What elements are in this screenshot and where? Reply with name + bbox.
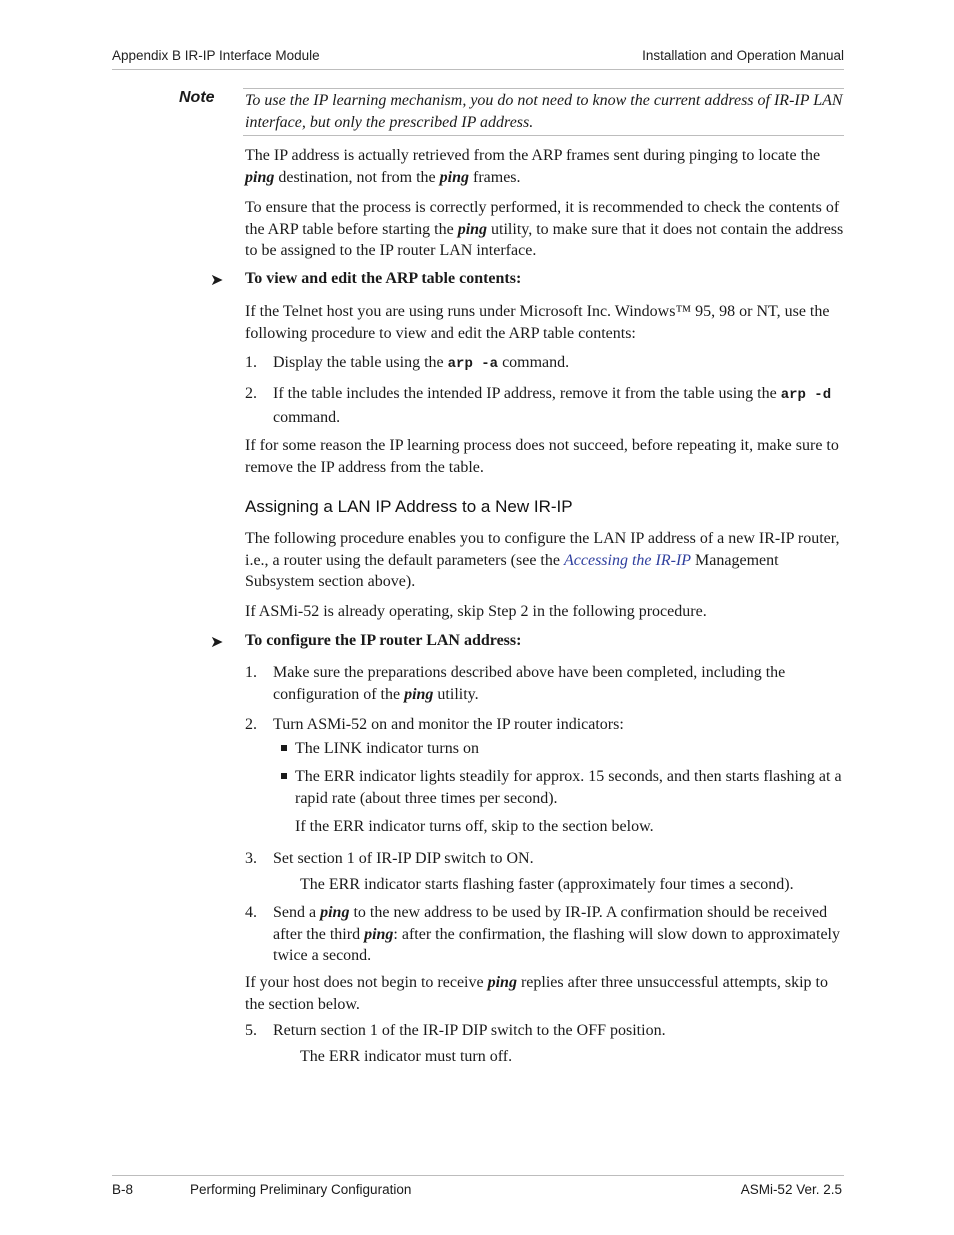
keyword-ping: ping (320, 904, 350, 921)
step-remove-address: If the table includes the intended IP address, remove it from the table using the arp -d command. (273, 385, 832, 426)
paragraph-check-arp: To ensure that the process is correctly performed, it is recommended to check the contents of the ARP table before starting the ping utility, to make sure that it does not contain the address to be assigned to the IP router LAN interface. (245, 199, 844, 259)
step-number: 2. (245, 716, 257, 733)
command-code: arp -d (780, 387, 832, 403)
procedure-arrow-icon: ➤ (210, 272, 224, 289)
keyword-ping: ping (364, 925, 394, 943)
keyword-ping: ping (487, 974, 517, 991)
footer-section: Performing Preliminary Configuration (190, 1182, 412, 1197)
keyword-ping: ping (245, 168, 275, 186)
keyword-ping: ping (439, 168, 469, 186)
bullet-square-icon (281, 773, 287, 779)
step-set-dip: Set section 1 of IR-IP DIP switch to ON. (273, 850, 534, 867)
step-turn-on: Turn ASMi-52 on and monitor the IP router indicators: (273, 716, 624, 733)
keyword-ping: ping (404, 685, 434, 703)
step-number: 3. (245, 850, 257, 867)
section-title: Assigning a LAN IP Address to a New IR-IP (245, 497, 573, 516)
paragraph-learning-fail: If for some reason the IP learning process does not succeed, before repeating it, make sure to remove the IP address from the table. (245, 437, 839, 476)
procedure-title-arp: To view and edit the ARP table contents: (245, 270, 522, 287)
step-number: 2. (245, 385, 257, 402)
step-return-dip: Return section 1 of the IR-IP DIP switch to the OFF position. (273, 1022, 666, 1039)
cross-reference-link[interactable]: Accessing the IR-IP (563, 551, 692, 569)
header-rule (112, 69, 844, 70)
procedure-title-lan: To configure the IP router LAN address: (245, 632, 522, 649)
note-bottom-rule (243, 135, 844, 136)
bullet-err-indicator: The ERR indicator lights steadily for approx. 15 seconds, and then starts flashing at a rapid rate (about three times per second). (295, 768, 842, 807)
paragraph-no-replies: If your host does not begin to receive ping replies after three unsuccessful attempts, skip to the section below. (245, 974, 828, 1013)
paragraph-procedure-intro: The following procedure enables you to configure the LAN IP address of a new IR-IP router, i.e., a router using the default parameters (see the Accessing the IR-IP Management Subsystem section above). (245, 530, 840, 590)
command-code: arp -a (447, 356, 499, 372)
step-display-table: Display the table using the arp -a command. (273, 354, 570, 372)
footer-page-number: B-8 (112, 1182, 134, 1197)
paragraph-skip-step: If ASMi-52 is already operating, skip Step 2 in the following procedure. (245, 603, 707, 620)
procedure-arrow-icon: ➤ (210, 634, 224, 651)
step-number: 1. (245, 354, 257, 371)
paragraph-telnet-host: If the Telnet host you are using runs under Microsoft Inc. Windows™ 95, 98 or NT, use the following procedure to view and edit the ARP table contents: (245, 303, 830, 342)
footer-product-version: ASMi-52 Ver. 2.5 (740, 1182, 842, 1197)
step-number: 4. (245, 904, 257, 921)
header-manual-title: Installation and Operation Manual (642, 48, 844, 63)
step-send-ping: Send a ping to the new address to be used by IR-IP. A confirmation should be received after the third ping: after the confirmation, the flashing will slow down to approximately twice a second. (273, 904, 840, 964)
note-top-rule (243, 88, 844, 89)
note-text: To use the IP learning mechanism, you do not need to know the current address of IR-IP LAN interface, but only the prescribed IP address. (245, 92, 843, 131)
step-number: 1. (245, 664, 257, 681)
header-chapter: Appendix B IR-IP Interface Module (112, 48, 320, 63)
bullet-link-indicator: The LINK indicator turns on (295, 740, 479, 757)
footer-rule (112, 1175, 844, 1176)
note-err-faster: The ERR indicator starts flashing faster (approximately four times a second). (300, 876, 794, 893)
step-number: 5. (245, 1022, 257, 1039)
note-err-off: If the ERR indicator turns off, skip to the section below. (295, 818, 654, 835)
keyword-ping: ping (457, 220, 488, 238)
note-err-turn-off: The ERR indicator must turn off. (300, 1048, 513, 1065)
bullet-square-icon (281, 745, 287, 751)
step-preparations: Make sure the preparations described above have been completed, including the configuration of the ping utility. (273, 664, 786, 703)
paragraph-ip-retrieval: The IP address is actually retrieved from the ARP frames sent during pinging to locate the ping destination, not from the ping frames. (245, 147, 821, 186)
note-label: Note (179, 89, 215, 106)
